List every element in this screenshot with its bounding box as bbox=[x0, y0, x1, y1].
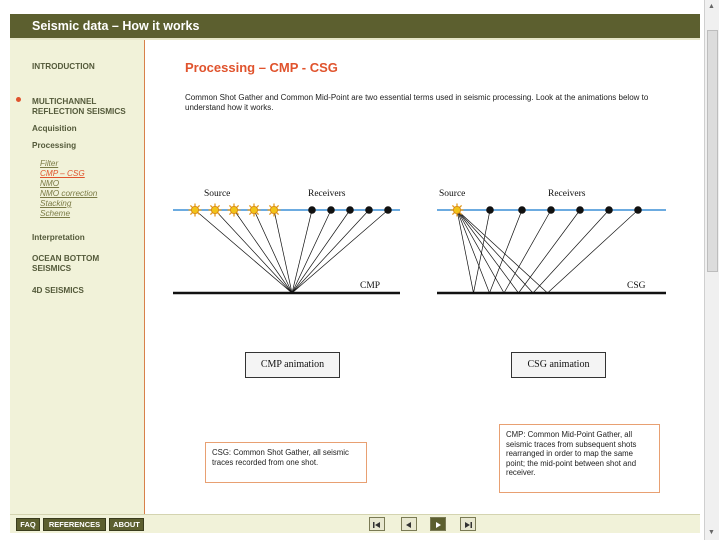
nav-introduction[interactable]: INTRODUCTION bbox=[32, 62, 95, 71]
nav-ocean-bottom-seismics[interactable]: SEISMICS bbox=[32, 264, 72, 273]
subnav-nmo[interactable]: NMO bbox=[40, 179, 60, 188]
reflector-label-left: CMP bbox=[360, 281, 381, 291]
receivers-label-left: Receivers bbox=[308, 189, 346, 199]
source-star-icon-core bbox=[211, 206, 218, 213]
ray-right bbox=[457, 210, 548, 293]
scroll-thumb[interactable] bbox=[707, 30, 718, 272]
receiver-icon bbox=[346, 206, 354, 214]
first-page-icon[interactable] bbox=[369, 517, 385, 531]
source-star-icon-core bbox=[191, 206, 198, 213]
page-title: Processing – CMP - CSG bbox=[185, 60, 338, 75]
csg-animation-button[interactable]: CSG animation bbox=[511, 352, 606, 378]
last-page-icon[interactable] bbox=[460, 517, 476, 531]
source-star-icon-core bbox=[453, 206, 460, 213]
nav-processing[interactable]: Processing bbox=[32, 141, 77, 150]
vertical-scrollbar[interactable] bbox=[704, 0, 719, 540]
ray-left bbox=[195, 210, 292, 293]
receiver-icon bbox=[576, 206, 584, 214]
next-page-icon[interactable] bbox=[430, 517, 446, 531]
csg-diagram bbox=[437, 189, 666, 293]
cmp-note: CMP: Common Mid-Point Gather, all seismic traces from subsequent shots rearranged in order to map the same point; the mid-point between shot and receiver. bbox=[499, 424, 660, 493]
cmp-csg-diagram bbox=[145, 40, 700, 340]
ray-left bbox=[215, 210, 292, 293]
ray-left bbox=[292, 210, 312, 293]
scroll-up-icon[interactable]: ▲ bbox=[708, 3, 715, 10]
cmp-diagram bbox=[173, 189, 400, 293]
about-button[interactable]: ABOUT bbox=[109, 518, 144, 531]
previous-page-icon[interactable] bbox=[401, 517, 417, 531]
ray-right bbox=[490, 210, 523, 293]
receiver-icon bbox=[308, 206, 316, 214]
nav-interpretation[interactable]: Interpretation bbox=[32, 233, 85, 242]
ray-left bbox=[292, 210, 350, 293]
ray-left bbox=[292, 210, 369, 293]
receiver-icon bbox=[634, 206, 642, 214]
subnav-nmo-correction[interactable]: NMO correction bbox=[40, 189, 98, 198]
subnav-stacking[interactable]: Stacking bbox=[40, 199, 72, 208]
faq-button[interactable]: FAQ bbox=[16, 518, 40, 531]
source-star-icon bbox=[189, 204, 202, 217]
receiver-icon bbox=[384, 206, 392, 214]
receiver-icon bbox=[518, 206, 526, 214]
receiver-icon bbox=[365, 206, 373, 214]
cmp-animation-button[interactable]: CMP animation bbox=[245, 352, 340, 378]
nav-ocean-bottom[interactable]: OCEAN BOTTOM bbox=[32, 254, 100, 263]
app-frame bbox=[10, 14, 700, 532]
receiver-icon bbox=[327, 206, 335, 214]
app-title: Seismic data – How it works bbox=[32, 19, 200, 33]
nav-acquisition[interactable]: Acquisition bbox=[32, 124, 77, 133]
source-label-right: Source bbox=[439, 189, 466, 199]
source-star-icon bbox=[451, 204, 464, 217]
receivers-label-right: Receivers bbox=[548, 189, 586, 199]
footer-bar bbox=[10, 514, 700, 533]
active-bullet-icon bbox=[16, 97, 21, 102]
csg-note: CSG: Common Shot Gather, all seismic traces recorded from one shot. bbox=[205, 442, 367, 483]
ray-left bbox=[292, 210, 331, 293]
header-bar bbox=[10, 14, 700, 38]
reflector-label-right: CSG bbox=[627, 281, 646, 291]
nav-4d-seismics[interactable]: 4D SEISMICS bbox=[32, 286, 84, 295]
source-star-icon bbox=[248, 204, 261, 217]
receiver-icon bbox=[605, 206, 613, 214]
references-button[interactable]: REFERENCES bbox=[43, 518, 106, 531]
source-star-icon-core bbox=[250, 206, 257, 213]
rays-right bbox=[457, 210, 638, 293]
main-content bbox=[145, 40, 700, 514]
source-label-left: Source bbox=[204, 189, 231, 199]
ray-right bbox=[457, 210, 504, 293]
scroll-down-icon[interactable]: ▼ bbox=[708, 529, 715, 536]
subnav-scheme[interactable]: Scheme bbox=[40, 209, 71, 218]
sidebar bbox=[10, 40, 145, 514]
nav-multichannel[interactable]: MULTICHANNEL bbox=[32, 97, 97, 106]
source-star-icon bbox=[228, 204, 241, 217]
nav-reflection-seismics[interactable]: REFLECTION SEISMICS bbox=[32, 107, 126, 116]
source-star-icon-core bbox=[270, 206, 277, 213]
ray-right bbox=[457, 210, 533, 293]
subnav-cmp-csg[interactable]: CMP – CSG bbox=[40, 169, 85, 178]
source-star-icon bbox=[209, 204, 222, 217]
source-star-icon-core bbox=[230, 206, 237, 213]
subnav-filter[interactable]: Filter bbox=[40, 159, 59, 168]
receiver-icon bbox=[547, 206, 555, 214]
ray-left bbox=[254, 210, 292, 293]
source-star-icon bbox=[268, 204, 281, 217]
ray-right bbox=[548, 210, 639, 293]
receiver-icon bbox=[486, 206, 494, 214]
intro-text: Common Shot Gather and Common Mid-Point are two essential terms used in seismic processing. Look at the animations below to understand how it works. bbox=[185, 93, 649, 112]
ray-right bbox=[457, 210, 490, 293]
